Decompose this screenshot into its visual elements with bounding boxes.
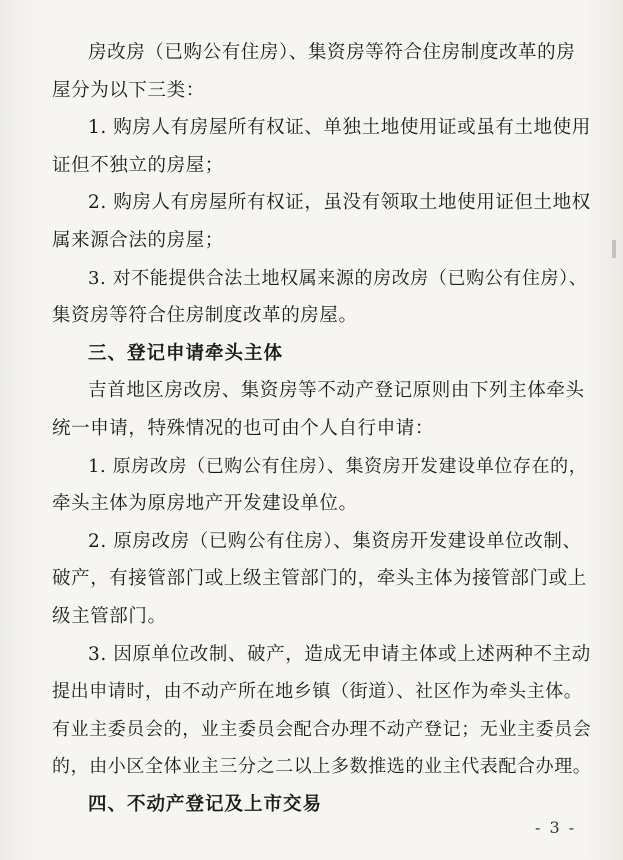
body-text-line: 3. 对不能提供合法土地权属来源的房改房（已购公有住房）、 [88,268,588,289]
body-text-line: 集资房等符合住房制度改革的房屋。 [52,305,358,326]
section-heading-3: 三、登记申请牵头主体 [88,343,284,364]
body-text-line: 的，由小区全体业主三分之二以上多数推选的业主代表配合办理。 [52,756,592,777]
body-text-line: 房改房（已购公有住房）、集资房等符合住房制度改革的房 [88,42,576,63]
body-text-line: 1. 购房人有房屋所有权证、单独土地使用证或虽有土地使用 [88,117,591,138]
body-text-line: 3. 因原单位改制、破产，造成无申请主体或上述两种不主动 [88,644,591,665]
body-text-line: 1. 原房改房（已购公有住房）、集资房开发建设单位存在的， [88,456,588,477]
body-text-line: 牵头主体为原房地产开发建设单位。 [52,493,358,514]
page-number: - 3 - [535,818,577,837]
body-text-line: 证但不独立的房屋； [52,155,224,176]
body-text-line: 统一申请，特殊情况的也可由个人自行申请： [52,418,435,439]
body-text-line: 提出申请时，由不动产所在地乡镇（街道）、社区作为牵头主体。 [52,681,583,702]
body-text-line: 吉首地区房改房、集资房等不动产登记原则由下列主体牵头 [88,380,585,401]
section-heading-4: 四、不动产登记及上市交易 [88,794,323,815]
body-text-line: 屋分为以下三类： [52,80,205,101]
scan-mark [612,240,616,258]
body-text-line: 2. 原房改房（已购公有住房）、集资房开发建设单位改制、 [88,531,582,552]
body-text-line: 破产，有接管部门或上级主管部门的，牵头主体为接管部门或上 [52,568,587,589]
body-text-line: 属来源合法的房屋； [52,230,224,251]
body-text-line: 2. 购房人有房屋所有权证，虽没有领取土地使用证但土地权 [88,192,591,213]
body-text-line: 有业主委员会的，业主委员会配合办理不动产登记；无业主委员会 [52,719,592,740]
body-text-line: 级主管部门。 [52,606,167,627]
